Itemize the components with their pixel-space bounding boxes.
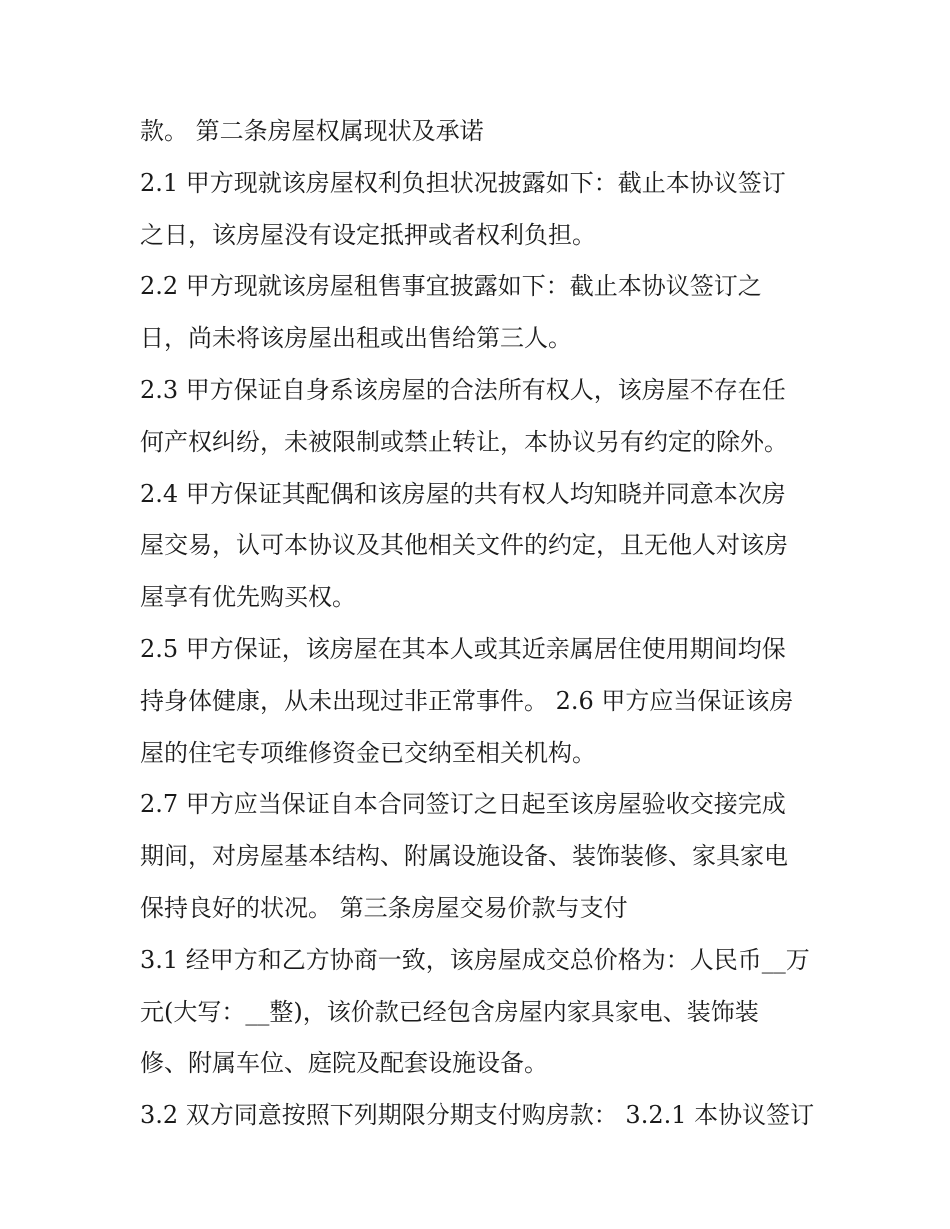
- text-line: 2.2 甲方现就该房屋租售事宜披露如下：截止本协议签订之: [140, 272, 762, 301]
- text-line: 3.2 双方同意按照下列期限分期支付购房款： 3.2.1 本协议签订: [140, 1101, 815, 1130]
- text-line: 之日，该房屋没有设定抵押或者权利负担。: [140, 220, 596, 249]
- text-line: 2.5 甲方保证，该房屋在其本人或其近亲属居住使用期间均保: [140, 634, 786, 663]
- text-line: 期间，对房屋基本结构、附属设施设备、装饰装修、家具家电: [140, 842, 788, 871]
- text-line: 2.1 甲方现就该房屋权利负担状况披露如下：截止本协议签订: [140, 168, 786, 197]
- text-line: 何产权纠纷，未被限制或禁止转让，本协议另有约定的除外。: [140, 427, 788, 456]
- text-line: 2.4 甲方保证其配偶和该房屋的共有权人均知晓并同意本次房: [140, 479, 786, 508]
- text-line: 2.7 甲方应当保证自本合同签订之日起至该房屋验收交接完成: [140, 790, 786, 819]
- text-line: 持身体健康，从未出现过非正常事件。 2.6 甲方应当保证该房: [140, 686, 794, 715]
- text-line: 2.3 甲方保证自身系该房屋的合法所有权人，该房屋不存在任: [140, 375, 786, 404]
- text-line: 日，尚未将该房屋出租或出售给第三人。: [140, 324, 572, 353]
- text-line: 3.1 经甲方和乙方协商一致，该房屋成交总价格为：人民币__万: [140, 945, 810, 974]
- text-line: 屋交易，认可本协议及其他相关文件的约定，且无他人对该房: [140, 531, 788, 560]
- text-line: 款。 第二条房屋权属现状及承诺: [140, 117, 484, 145]
- text-line: 保持良好的状况。 第三条房屋交易价款与支付: [140, 893, 628, 922]
- text-line: 元(大写：__整)，该价款已经包含房屋内家具家电、装饰装: [140, 997, 759, 1026]
- text-line: 修、附属车位、庭院及配套设施设备。: [140, 1049, 548, 1078]
- text-line: 屋的住宅专项维修资金已交纳至相关机构。: [140, 738, 596, 767]
- document-body: [140, 106, 830, 1142]
- text-line: 屋享有优先购买权。: [140, 583, 356, 612]
